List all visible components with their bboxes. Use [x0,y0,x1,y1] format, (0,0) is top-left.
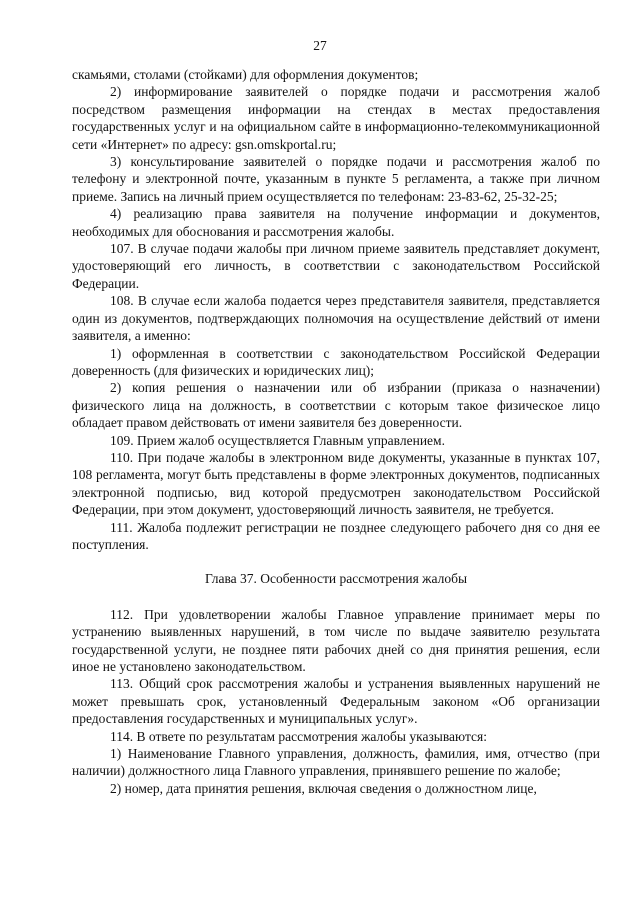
paragraph-110: 110. При подаче жалобы в электронном виде документы, указанные в пунктах 107, 108 регламента, могут быть представлены в форме электронных документов, подписанных электронной подписью, вид которой предусмотрен законодательством Российской Федерации, при этом документ, удостоверяющий личность заявителя, не требуется. [72,449,600,518]
paragraph-item-3-consulting: 3) консультирование заявителей о порядке подачи и рассмотрения жалоб по телефону и электронной почте, указанным в пункте 5 регламента, а также при личном приеме. Запись на личный прием осуществляется по телефонам: 23-83-62, 25-32-25; [72,154,600,204]
paragraph-108: 108. В случае если жалоба подается через представителя заявителя, представляется один из документов, подтверждающих полномочия на осуществление действий от имени заявителя, а именно: [72,293,600,344]
page-number: 27 [313,38,327,53]
paragraph-114: 114. В ответе по результатам рассмотрения жалобы указываются: [110,728,487,744]
paragraph-108-item-1: 1) оформленная в соответствии с законодательством Российской Федерации доверенность (для физических и юридических лиц); [72,345,600,378]
paragraph-item-2-informing: 2) информирование заявителей о порядке подачи и рассмотрения жалоб посредством размещения информации на стендах в местах предоставления государственных услуг и на официальном сайте в информационно-телекоммуникационной сети «Интернет» по адресу: gsn.omskportal.ru; [72,84,600,152]
paragraph-108-item-2: 2) копия решения о назначении или об избрании (приказа о назначении) физического лица на должность, в соответствии с которым такое физическое лицо обладает правом действовать от имени заявителя без доверенности. [72,380,600,431]
paragraph-item-4-rights: 4) реализацию права заявителя на получение информации и документов, необходимых для обоснования и рассмотрения жалобы. [72,206,600,239]
paragraph-111: 111. Жалоба подлежит регистрации не позднее следующего рабочего дня со дня ее поступления. [72,519,600,552]
paragraph-112: 112. При удовлетворении жалобы Главное управление принимает меры по устранению выявленных нарушений, в том числе по выдаче заявителю результата государственной услуги, не позднее пяти рабочих дней со дня принятия решения, если иное не установлено законодательством. [72,606,600,674]
paragraph-114-item-2: 2) номер, дата принятия решения, включая сведения о должностном лице, [110,780,537,796]
paragraph-107: 107. В случае подачи жалобы при личном приеме заявитель представляет документ, удостоверяющий его личность, в соответствии с законодательством Российской Федерации. [72,241,600,291]
chapter-heading: Глава 37. Особенности рассмотрения жалобы [204,571,468,587]
paragraph-109: 109. Прием жалоб осуществляется Главным управлением. [110,432,445,448]
paragraph-continuation: скамьями, столами (стойками) для оформления документов; [72,67,419,82]
paragraph-113: 113. Общий срок рассмотрения жалобы и устранения выявленных нарушений не может превышать срок, установленный Федеральным законом «Об организации предоставления государственных и муниципальных услуг». [72,676,600,727]
paragraph-114-item-1: 1) Наименование Главного управления, должность, фамилия, имя, отчество (при наличии) должностного лица Главного управления, принявшего решение по жалобе; [72,746,600,779]
document-body [72,66,600,797]
